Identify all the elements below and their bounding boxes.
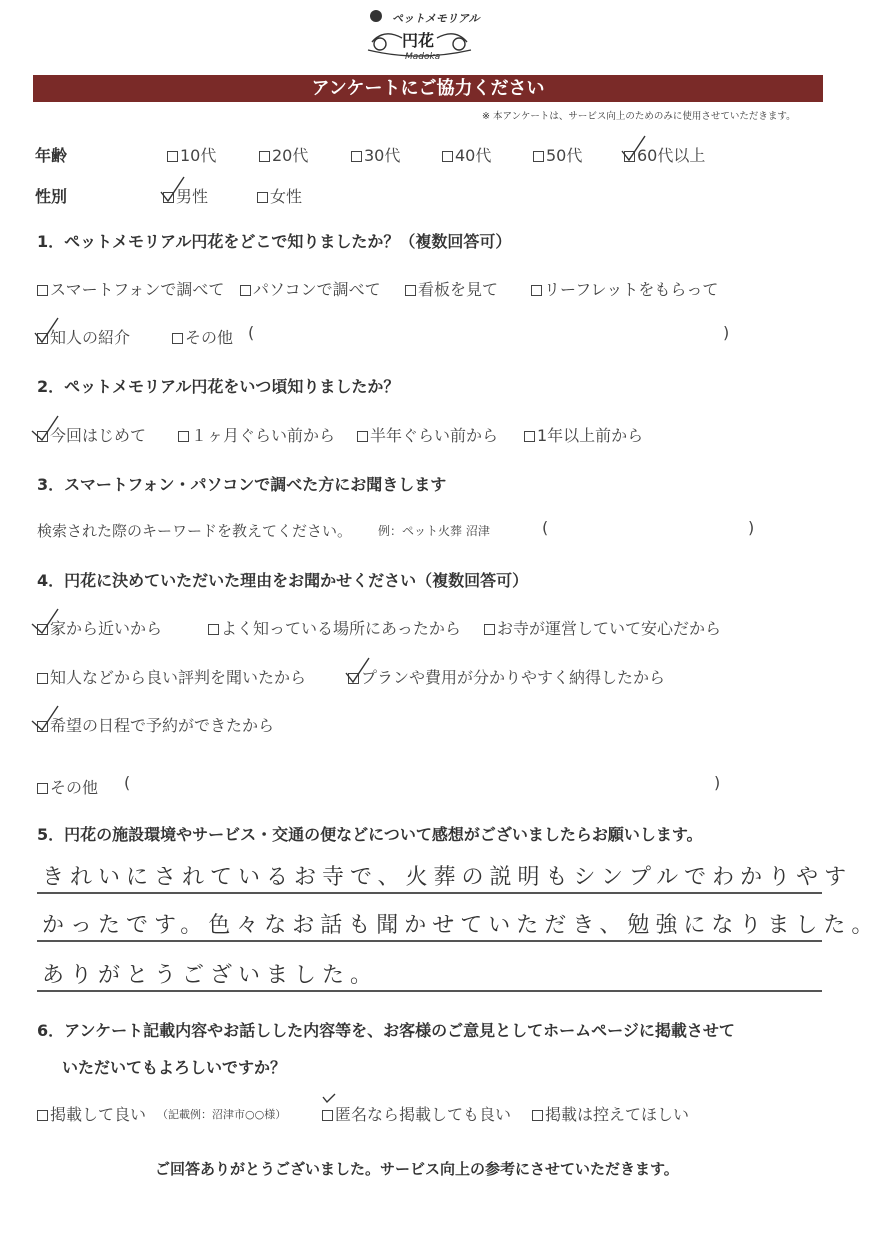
q6-title-line-1: 6．アンケート記載内容やお話しした内容等を、お客様のご意見としてホームページに掲載させて <box>37 1021 735 1040</box>
checkmark-icon <box>32 414 60 444</box>
q6-title-line-2: いただいてもよろしいですか？ <box>62 1058 287 1077</box>
gender-option-female[interactable]: 女性 <box>257 184 302 207</box>
checkmark-icon <box>619 134 647 164</box>
checkmark-icon <box>32 316 60 346</box>
q2-option-half-year[interactable]: 半年ぐらい前から <box>357 423 498 446</box>
q1-option-smartphone[interactable]: スマートフォンで調べて <box>37 277 224 300</box>
gender-label: 性別 <box>35 187 68 206</box>
logo-name: 円花 <box>402 31 435 50</box>
q4-option-reputation[interactable]: 知人などから良い評判を聞いたから <box>37 665 306 688</box>
checkbox-icon <box>624 151 635 162</box>
checkbox-icon <box>357 431 368 442</box>
checkmark-icon <box>343 656 371 686</box>
q2-title: 2．ペットメモリアル円花をいつ頃知りましたか？ <box>37 377 400 396</box>
age-option-50s[interactable]: 50代 <box>533 143 582 166</box>
q3-title: 3．スマートフォン・パソコンで調べた方にお聞きします <box>37 475 447 494</box>
checkbox-icon <box>348 673 359 684</box>
survey-banner: アンケートにご協力ください <box>33 75 823 102</box>
checkbox-icon <box>178 431 189 442</box>
q1-paren-open: ( <box>248 323 255 342</box>
checkbox-icon <box>37 624 48 635</box>
q4-option-known-place[interactable]: よく知っている場所にあったから <box>208 616 461 639</box>
q1-option-signboard[interactable]: 看板を見て <box>405 277 498 300</box>
thank-you-footer: ご回答ありがとうございました。サービス向上の参考にさせていただきます。 <box>155 1160 679 1178</box>
checkbox-icon <box>405 285 416 296</box>
checkmark-icon <box>317 1093 345 1123</box>
q4-option-temple-run[interactable]: お寺が運営していて安心だから <box>484 616 721 639</box>
q6-option-allow[interactable]: 掲載して良い <box>37 1102 146 1125</box>
q1-title: 1．ペットメモリアル円花をどこで知りましたか？（複数回答可） <box>37 232 512 251</box>
checkbox-icon <box>532 1110 543 1121</box>
checkmark-icon <box>158 175 186 205</box>
q4-option-near-home[interactable]: 家から近いから <box>37 616 162 639</box>
q6-option-anonymous[interactable]: 匿名なら掲載しても良い <box>322 1102 511 1125</box>
q1-option-leaflet[interactable]: リーフレットをもらって <box>531 277 718 300</box>
checkbox-icon <box>322 1110 333 1121</box>
q4-paren-open: ( <box>124 773 131 792</box>
answer-rule <box>37 990 822 992</box>
checkbox-icon <box>37 783 48 794</box>
checkbox-icon <box>484 624 495 635</box>
age-option-20s[interactable]: 20代 <box>259 143 308 166</box>
checkbox-icon <box>351 151 362 162</box>
q4-paren-close: ) <box>714 773 721 792</box>
checkmark-icon <box>32 607 60 637</box>
age-label: 年齢 <box>35 146 68 165</box>
q4-option-other[interactable]: その他 <box>37 775 98 798</box>
checkbox-icon <box>37 1110 48 1121</box>
checkbox-icon <box>259 151 270 162</box>
logo-sub: Madoka <box>405 52 441 62</box>
q4-option-clear-pricing[interactable]: プランや費用が分かりやすく納得したから <box>348 665 665 688</box>
q1-option-pc[interactable]: パソコンで調べて <box>240 277 381 300</box>
age-option-30s[interactable]: 30代 <box>351 143 400 166</box>
gender-option-male[interactable]: 男性 <box>163 184 208 207</box>
answer-rule <box>37 892 822 894</box>
logo-brand: ペットメモリアル <box>392 12 480 25</box>
age-option-10s[interactable]: 10代 <box>167 143 216 166</box>
checkbox-icon <box>163 192 174 203</box>
q4-option-preferred-date[interactable]: 希望の日程で予約ができたから <box>37 713 274 736</box>
q5-answer-line-3: ありがとうございました。 <box>42 963 379 988</box>
checkbox-icon <box>533 151 544 162</box>
checkbox-icon <box>531 285 542 296</box>
checkbox-icon <box>257 192 268 203</box>
q5-title: 5．円花の施設環境やサービス・交通の便などについて感想がございましたらお願いします。 <box>37 825 703 844</box>
q5-answer-line-1: きれいにされているお寺で、火葬の説明もシンプルでわかりやす <box>42 865 853 890</box>
q2-option-1-year-plus[interactable]: 1年以上前から <box>524 423 643 446</box>
q6-option-decline[interactable]: 掲載は控えてほしい <box>532 1102 689 1125</box>
q3-paren-open: ( <box>542 518 549 537</box>
checkbox-icon <box>208 624 219 635</box>
checkbox-icon <box>37 721 48 732</box>
usage-note: ※ 本アンケートは、サービス向上のためのみに使用させていただきます。 <box>482 111 796 122</box>
answer-rule <box>37 940 822 942</box>
checkmark-icon <box>32 704 60 734</box>
q3-paren-close: ) <box>748 518 755 537</box>
q1-paren-close: ) <box>723 323 730 342</box>
age-option-60s-plus[interactable]: 60代以上 <box>624 143 705 166</box>
checkbox-icon <box>442 151 453 162</box>
q1-option-referral[interactable]: 知人の紹介 <box>37 325 130 348</box>
age-option-40s[interactable]: 40代 <box>442 143 491 166</box>
checkbox-icon <box>167 151 178 162</box>
checkbox-icon <box>37 673 48 684</box>
q2-option-first-time[interactable]: 今回はじめて <box>37 423 146 446</box>
q5-answer-line-2: かったです。色々なお話も聞かせていただき、勉強になりました。 <box>42 913 880 938</box>
checkbox-icon <box>240 285 251 296</box>
checkbox-icon <box>37 431 48 442</box>
q3-prompt: 検索された際のキーワードを教えてください。 <box>37 522 353 540</box>
checkbox-icon <box>172 333 183 344</box>
q1-option-other[interactable]: その他 <box>172 325 233 348</box>
q2-option-1-month[interactable]: １ヶ月ぐらい前から <box>178 423 335 446</box>
checkbox-icon <box>524 431 535 442</box>
checkbox-icon <box>37 333 48 344</box>
q6-example: （記載例：沼津市○○様） <box>157 1108 287 1121</box>
q3-example: 例：ペット火葬 沼津 <box>378 524 490 538</box>
q4-title: 4．円花に決めていただいた理由をお聞かせください（複数回答可） <box>37 571 529 590</box>
checkbox-icon <box>37 285 48 296</box>
